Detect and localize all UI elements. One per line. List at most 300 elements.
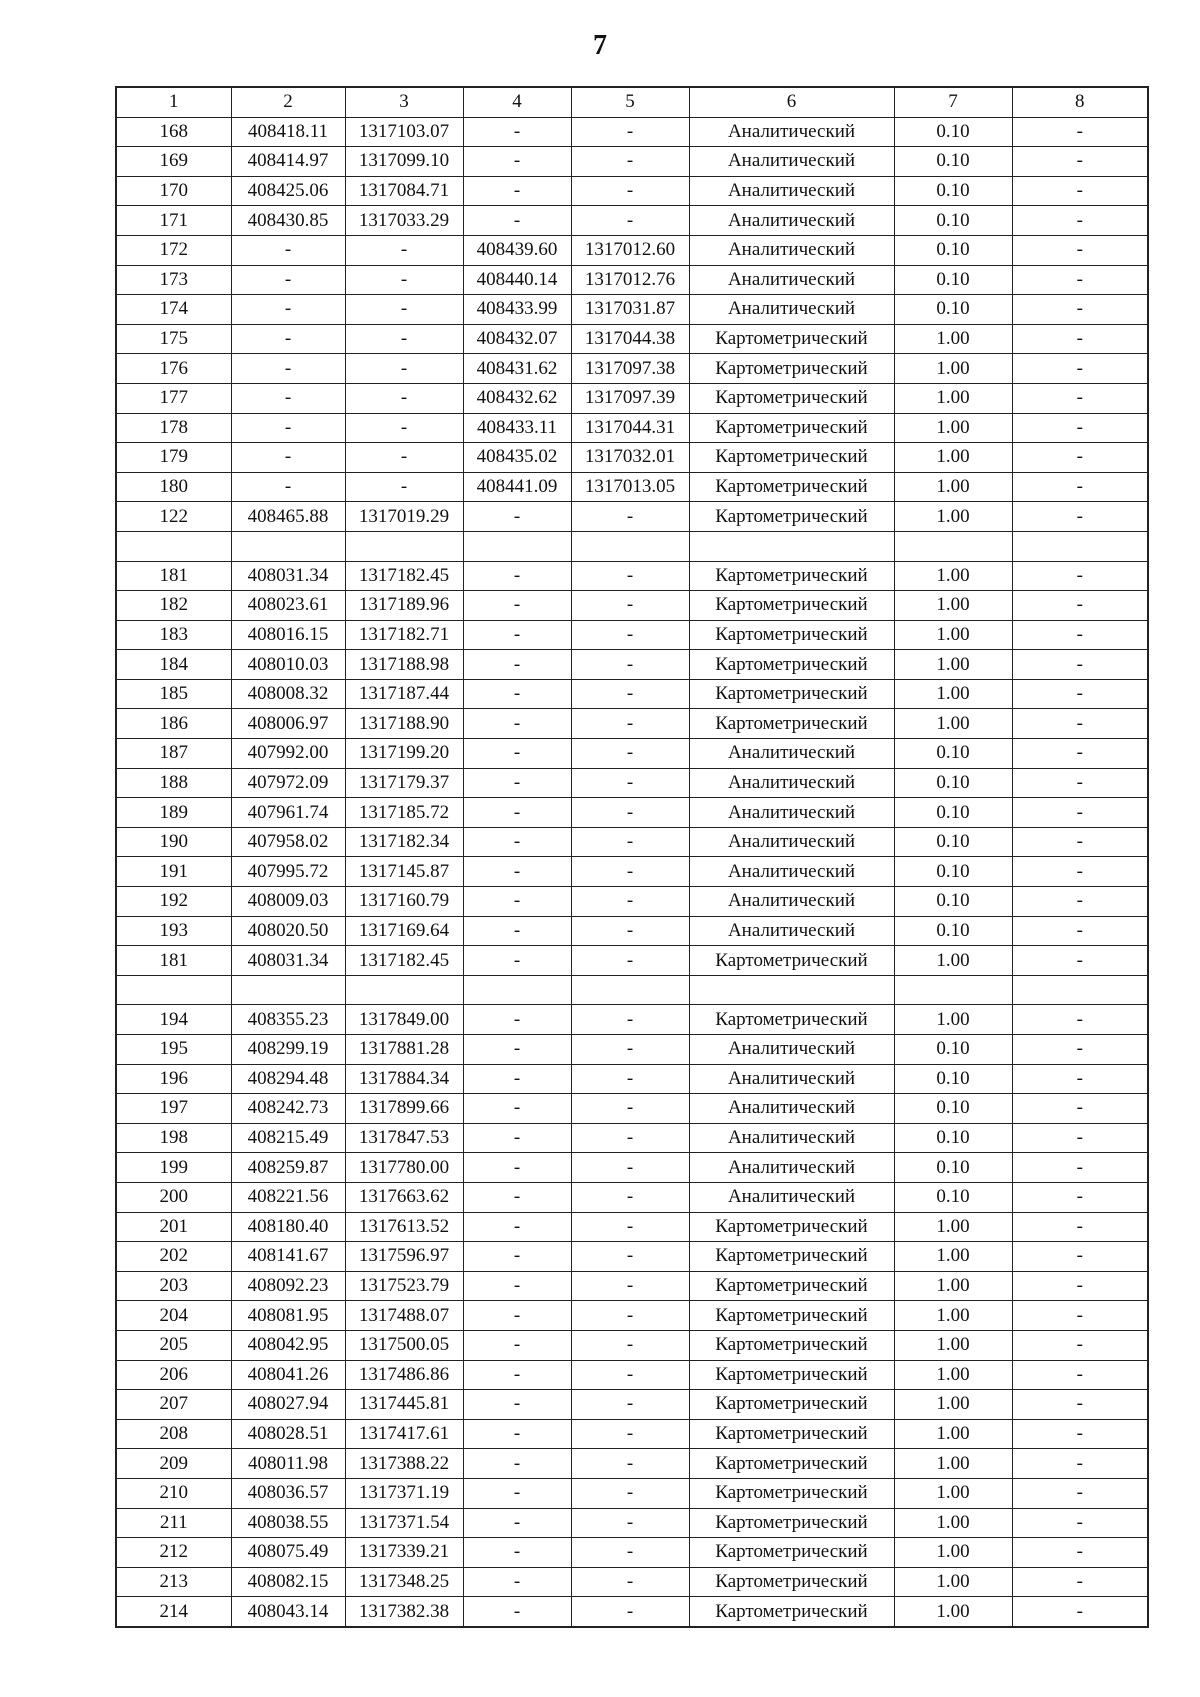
table-cell: - (1012, 679, 1148, 709)
table-cell: Аналитический (689, 1064, 894, 1094)
table-cell: 213 (116, 1567, 231, 1597)
table-cell: 1317613.52 (345, 1212, 463, 1242)
table-cell: - (571, 1330, 689, 1360)
table-cell: 0.10 (894, 739, 1012, 769)
table-cell: 169 (116, 147, 231, 177)
table-cell: 408009.03 (231, 887, 345, 917)
table-cell: - (463, 827, 571, 857)
table-cell: 190 (116, 827, 231, 857)
table-cell: - (571, 768, 689, 798)
table-cell: 1317182.45 (345, 946, 463, 976)
table-cell: 408433.99 (463, 295, 571, 325)
table-cell (463, 975, 571, 1005)
table-cell: - (1012, 916, 1148, 946)
table-cell: 122 (116, 502, 231, 532)
table-cell: - (1012, 117, 1148, 147)
table-row (116, 827, 1148, 857)
table-cell: 408414.97 (231, 147, 345, 177)
table-cell: - (1012, 1182, 1148, 1212)
table-cell: 200 (116, 1182, 231, 1212)
table-cell: 1317417.61 (345, 1419, 463, 1449)
table-cell: Картометрический (689, 1360, 894, 1390)
table-cell: - (1012, 591, 1148, 621)
table-cell: - (1012, 739, 1148, 769)
table-cell: - (1012, 502, 1148, 532)
table-cell: Аналитический (689, 147, 894, 177)
table-cell: 203 (116, 1271, 231, 1301)
table-cell: 1317032.01 (571, 443, 689, 473)
table-cell: - (571, 1182, 689, 1212)
table-cell: - (1012, 176, 1148, 206)
table-cell: 1317169.64 (345, 916, 463, 946)
table-row (116, 1182, 1148, 1212)
table-cell: 1.00 (894, 1330, 1012, 1360)
table-cell: 1317103.07 (345, 117, 463, 147)
table-cell: - (463, 1064, 571, 1094)
table-cell: 1.00 (894, 620, 1012, 650)
page-number: 7 (593, 30, 607, 61)
table-cell: - (463, 1390, 571, 1420)
table-cell: Картометрический (689, 1419, 894, 1449)
table-cell: - (571, 1271, 689, 1301)
table-cell: 0.10 (894, 235, 1012, 265)
table-cell: - (571, 1153, 689, 1183)
table-cell: Картометрический (689, 1330, 894, 1360)
table-cell: 1317188.98 (345, 650, 463, 680)
table-cell: - (463, 117, 571, 147)
table-cell: Аналитический (689, 857, 894, 887)
table-cell: - (231, 265, 345, 295)
table-cell: - (345, 383, 463, 413)
table-cell: Картометрический (689, 679, 894, 709)
table-cell: 1317145.87 (345, 857, 463, 887)
table-cell: 1317179.37 (345, 768, 463, 798)
table-cell: 408432.07 (463, 324, 571, 354)
table-cell: 408075.49 (231, 1538, 345, 1568)
table-cell: Аналитический (689, 295, 894, 325)
table-cell: - (1012, 1005, 1148, 1035)
table-row (116, 1212, 1148, 1242)
table-cell: - (463, 887, 571, 917)
table-row (116, 413, 1148, 443)
table-cell: - (571, 1212, 689, 1242)
table-cell: 0.10 (894, 857, 1012, 887)
table-row (116, 354, 1148, 384)
table-cell: 204 (116, 1301, 231, 1331)
table-cell: 1317099.10 (345, 147, 463, 177)
table-cell: - (463, 1419, 571, 1449)
table-cell: - (571, 946, 689, 976)
table-row (116, 916, 1148, 946)
table-cell: 187 (116, 739, 231, 769)
table-cell: 0.10 (894, 887, 1012, 917)
table-cell: Картометрический (689, 1508, 894, 1538)
table-cell: - (571, 620, 689, 650)
table-cell: 408031.34 (231, 561, 345, 591)
table-cell (231, 531, 345, 561)
table-cell: 408023.61 (231, 591, 345, 621)
table-cell: - (1012, 1449, 1148, 1479)
table-cell: 1317189.96 (345, 591, 463, 621)
table-cell: 212 (116, 1538, 231, 1568)
table-cell: 1317348.25 (345, 1567, 463, 1597)
table-cell: 1.00 (894, 679, 1012, 709)
table-cell: - (1012, 295, 1148, 325)
table-cell: 1.00 (894, 1419, 1012, 1449)
table-cell: 1317160.79 (345, 887, 463, 917)
table-cell: - (1012, 1094, 1148, 1124)
table-cell: Картометрический (689, 650, 894, 680)
table-cell: 0.10 (894, 265, 1012, 295)
table-cell: 181 (116, 946, 231, 976)
table-cell: Картометрический (689, 620, 894, 650)
table-cell: - (571, 887, 689, 917)
table-cell: 408041.26 (231, 1360, 345, 1390)
table-cell: 1.00 (894, 709, 1012, 739)
table-cell: 1317033.29 (345, 206, 463, 236)
table-cell: 168 (116, 117, 231, 147)
table-cell: - (345, 235, 463, 265)
table-cell: 408081.95 (231, 1301, 345, 1331)
table-row (116, 472, 1148, 502)
table-cell: 0.10 (894, 147, 1012, 177)
table-cell: Аналитический (689, 1123, 894, 1153)
table-cell: - (1012, 1419, 1148, 1449)
table-cell: Картометрический (689, 1242, 894, 1272)
table-cell: - (463, 1330, 571, 1360)
table-row (116, 295, 1148, 325)
table-cell: - (571, 1242, 689, 1272)
column-header: 5 (571, 87, 689, 117)
table-row (116, 1123, 1148, 1153)
table-row (116, 1301, 1148, 1331)
table-cell: 1317663.62 (345, 1182, 463, 1212)
table-cell (1012, 531, 1148, 561)
table-cell: 176 (116, 354, 231, 384)
table-cell: Картометрический (689, 1449, 894, 1479)
table-cell: - (463, 1449, 571, 1479)
table-cell: 1.00 (894, 413, 1012, 443)
table-cell: 407992.00 (231, 739, 345, 769)
table-cell: 1317031.87 (571, 295, 689, 325)
table-cell: - (1012, 206, 1148, 236)
table-cell: 209 (116, 1449, 231, 1479)
table-cell: 1317199.20 (345, 739, 463, 769)
table-cell: 408011.98 (231, 1449, 345, 1479)
table-cell: - (463, 1508, 571, 1538)
table-cell: Картометрический (689, 1567, 894, 1597)
table-cell: Аналитический (689, 1094, 894, 1124)
table-cell (894, 531, 1012, 561)
table-cell: - (571, 650, 689, 680)
table-cell: 408082.15 (231, 1567, 345, 1597)
table-cell: 1317044.38 (571, 324, 689, 354)
table-cell: 1.00 (894, 324, 1012, 354)
table-cell: 408221.56 (231, 1182, 345, 1212)
table-cell: Аналитический (689, 768, 894, 798)
table-cell: 1.00 (894, 591, 1012, 621)
table-cell: 1317097.38 (571, 354, 689, 384)
table-row (116, 857, 1148, 887)
table-cell: 1317488.07 (345, 1301, 463, 1331)
table-row (116, 709, 1148, 739)
table-cell: - (463, 1597, 571, 1627)
table-cell: Картометрический (689, 472, 894, 502)
table-header-row (116, 87, 1148, 117)
table-row (116, 502, 1148, 532)
table-cell: - (571, 176, 689, 206)
table-cell: Аналитический (689, 117, 894, 147)
table-cell: Картометрический (689, 383, 894, 413)
table-row (116, 1538, 1148, 1568)
table-cell: - (463, 1182, 571, 1212)
table-cell: - (571, 1597, 689, 1627)
table-cell: Картометрический (689, 1212, 894, 1242)
table-cell: 408043.14 (231, 1597, 345, 1627)
table-cell: 183 (116, 620, 231, 650)
table-cell: 1317523.79 (345, 1271, 463, 1301)
table-cell: - (571, 1508, 689, 1538)
table-cell (689, 531, 894, 561)
table-cell: 0.10 (894, 1094, 1012, 1124)
table-cell: - (463, 1271, 571, 1301)
table-cell: Аналитический (689, 176, 894, 206)
table-row (116, 975, 1148, 1005)
table-cell: 1.00 (894, 472, 1012, 502)
table-cell: 408294.48 (231, 1064, 345, 1094)
table-row (116, 591, 1148, 621)
table-cell: - (1012, 1153, 1148, 1183)
table-cell: - (463, 620, 571, 650)
table-cell (345, 975, 463, 1005)
table-cell: Картометрический (689, 561, 894, 591)
table-cell: - (571, 1123, 689, 1153)
table-cell: 1317847.53 (345, 1123, 463, 1153)
table-cell: 408020.50 (231, 916, 345, 946)
table-cell: 408430.85 (231, 206, 345, 236)
table-cell: 1317188.90 (345, 709, 463, 739)
table-cell: 170 (116, 176, 231, 206)
table-cell: Аналитический (689, 265, 894, 295)
table-cell: 1317185.72 (345, 798, 463, 828)
table-cell: - (571, 591, 689, 621)
table-cell (116, 975, 231, 1005)
table-cell: - (463, 650, 571, 680)
table-row (116, 1449, 1148, 1479)
table-cell: 408010.03 (231, 650, 345, 680)
table-cell: Аналитический (689, 827, 894, 857)
table-cell: 1317013.05 (571, 472, 689, 502)
table-cell: 189 (116, 798, 231, 828)
table-cell: 408031.34 (231, 946, 345, 976)
table-cell: - (571, 1538, 689, 1568)
table-cell: 408259.87 (231, 1153, 345, 1183)
table-cell: - (571, 206, 689, 236)
table-cell: - (463, 1123, 571, 1153)
table-row (116, 1094, 1148, 1124)
table-cell (116, 531, 231, 561)
table-cell: Картометрический (689, 413, 894, 443)
table-cell: - (571, 709, 689, 739)
table-cell: 1317182.34 (345, 827, 463, 857)
table-cell: - (571, 1449, 689, 1479)
table-cell: - (463, 591, 571, 621)
table-cell: 171 (116, 206, 231, 236)
table-cell: Картометрический (689, 1597, 894, 1627)
table-row (116, 1567, 1148, 1597)
table-cell: 408433.11 (463, 413, 571, 443)
table-cell: 198 (116, 1123, 231, 1153)
table-row (116, 1330, 1148, 1360)
table-cell: Картометрический (689, 324, 894, 354)
table-cell: 191 (116, 857, 231, 887)
table-cell: - (463, 768, 571, 798)
table-cell: 0.10 (894, 768, 1012, 798)
table-cell: 1317371.54 (345, 1508, 463, 1538)
table-cell: 172 (116, 235, 231, 265)
table-row (116, 235, 1148, 265)
table-cell: 1317084.71 (345, 176, 463, 206)
table-cell: 0.10 (894, 295, 1012, 325)
table-cell: 1.00 (894, 1212, 1012, 1242)
column-header: 3 (345, 87, 463, 117)
table-cell: 205 (116, 1330, 231, 1360)
table-cell: - (1012, 857, 1148, 887)
table-cell: 197 (116, 1094, 231, 1124)
table-row (116, 206, 1148, 236)
table-cell: Картометрический (689, 1301, 894, 1331)
table-cell: 1.00 (894, 1508, 1012, 1538)
table-cell: 193 (116, 916, 231, 946)
table-row (116, 1508, 1148, 1538)
table-cell: - (1012, 1390, 1148, 1420)
table-cell: Аналитический (689, 798, 894, 828)
coordinates-table (115, 86, 1149, 1628)
table-row (116, 679, 1148, 709)
table-cell: - (571, 857, 689, 887)
table-cell: - (1012, 1597, 1148, 1627)
table-cell: 408242.73 (231, 1094, 345, 1124)
table-cell: Картометрический (689, 1271, 894, 1301)
table-cell (571, 531, 689, 561)
table-cell: - (1012, 324, 1148, 354)
table-cell: - (1012, 768, 1148, 798)
table-cell: 1.00 (894, 1567, 1012, 1597)
table-cell: Аналитический (689, 1182, 894, 1212)
table-cell: 408435.02 (463, 443, 571, 473)
table-cell: 195 (116, 1035, 231, 1065)
table-cell: 1317012.76 (571, 265, 689, 295)
table-cell: 408180.40 (231, 1212, 345, 1242)
table-cell: - (463, 176, 571, 206)
table-cell: - (463, 857, 571, 887)
table-cell: 408431.62 (463, 354, 571, 384)
table-cell: - (571, 679, 689, 709)
table-cell: 408215.49 (231, 1123, 345, 1153)
table-cell: 408141.67 (231, 1242, 345, 1272)
table-cell: 207 (116, 1390, 231, 1420)
table-cell: 1.00 (894, 443, 1012, 473)
column-header: 8 (1012, 87, 1148, 117)
table-cell: 0.10 (894, 1035, 1012, 1065)
table-cell: - (571, 1094, 689, 1124)
table-cell: - (571, 827, 689, 857)
table-cell: - (571, 916, 689, 946)
table-cell: 0.10 (894, 1064, 1012, 1094)
table-cell: Аналитический (689, 887, 894, 917)
table-cell: - (1012, 235, 1148, 265)
table-cell: 1317486.86 (345, 1360, 463, 1390)
table-cell: 1.00 (894, 946, 1012, 976)
table-cell: 201 (116, 1212, 231, 1242)
table-cell: 185 (116, 679, 231, 709)
table-cell: - (463, 798, 571, 828)
table-cell: 192 (116, 887, 231, 917)
table-cell: 1317182.45 (345, 561, 463, 591)
table-cell: - (571, 1360, 689, 1390)
table-cell: - (1012, 1212, 1148, 1242)
table-cell: Картометрический (689, 443, 894, 473)
table-cell: - (1012, 1123, 1148, 1153)
column-header: 6 (689, 87, 894, 117)
table-row (116, 147, 1148, 177)
table-cell: - (1012, 887, 1148, 917)
table-cell: - (571, 1005, 689, 1035)
table-cell: 1317596.97 (345, 1242, 463, 1272)
table-cell: 1317881.28 (345, 1035, 463, 1065)
table-cell: 0.10 (894, 206, 1012, 236)
table-cell: 1317182.71 (345, 620, 463, 650)
table-cell: 0.10 (894, 176, 1012, 206)
table-cell: 184 (116, 650, 231, 680)
table-cell: - (1012, 147, 1148, 177)
table-cell: 1.00 (894, 1242, 1012, 1272)
table-row (116, 768, 1148, 798)
table-row (116, 1419, 1148, 1449)
table-row (116, 1360, 1148, 1390)
table-cell: - (1012, 472, 1148, 502)
table-cell: - (231, 324, 345, 354)
table-cell: 0.10 (894, 916, 1012, 946)
table-cell: - (1012, 798, 1148, 828)
table-row (116, 176, 1148, 206)
table-cell: 408441.09 (463, 472, 571, 502)
table-cell: 1.00 (894, 1538, 1012, 1568)
table-cell: - (1012, 1508, 1148, 1538)
table-cell: 408092.23 (231, 1271, 345, 1301)
table-cell: 206 (116, 1360, 231, 1390)
table-cell: Картометрический (689, 1005, 894, 1035)
table-cell: - (463, 1005, 571, 1035)
table-cell: 1.00 (894, 502, 1012, 532)
table-cell: 407961.74 (231, 798, 345, 828)
table-cell: - (231, 472, 345, 502)
table-cell: Аналитический (689, 1035, 894, 1065)
table-cell: Аналитический (689, 1153, 894, 1183)
table-cell: 408355.23 (231, 1005, 345, 1035)
table-cell: Картометрический (689, 1478, 894, 1508)
table-row (116, 1478, 1148, 1508)
table-cell: - (571, 147, 689, 177)
table-cell: 1317012.60 (571, 235, 689, 265)
table-cell: 0.10 (894, 1123, 1012, 1153)
table-cell: 408299.19 (231, 1035, 345, 1065)
table-cell: - (231, 354, 345, 384)
table-cell: - (1012, 946, 1148, 976)
table-cell: 408006.97 (231, 709, 345, 739)
table-cell: - (463, 1242, 571, 1272)
table-cell: - (463, 1478, 571, 1508)
